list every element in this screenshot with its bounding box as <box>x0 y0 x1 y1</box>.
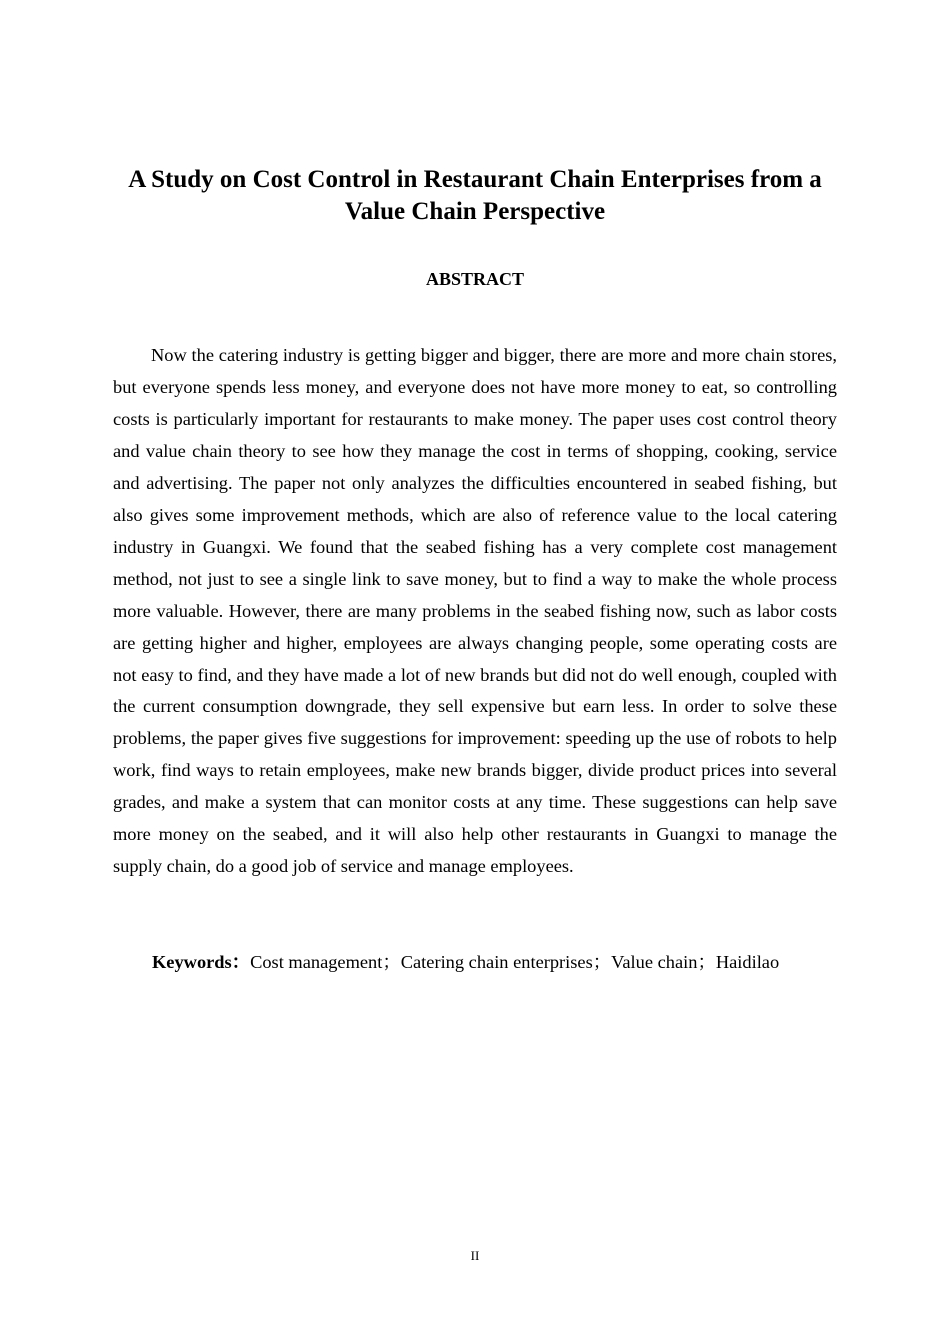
paper-title <box>95 164 855 228</box>
keywords-list: Cost management；Catering chain enterprises；Value chain；Haidilao <box>250 952 780 972</box>
abstract-paragraph: Now the catering industry is getting bigger and bigger, there are more and more chain stores, but everyone spends less money, and everyone does not have more money to eat, so controlling costs is particularly important for restaurants to make money. The paper uses cost control theory and value chain theory to see how they manage the cost in terms of shopping, cooking, service and advertising. The paper not only analyzes the difficulties encountered in seabed fishing, but also gives some improvement methods, which are also of reference value to the local catering industry in Guangxi. We found that the seabed fishing has a very complete cost management method, not just to see a single link to save money, but to find a way to make the whole process more valuable. However, there are many problems in the seabed fishing now, such as labor costs are getting higher and higher, employees are always changing people, some operating costs are not easy to find, and they have made a lot of new brands but did not do well enough, coupled with the current consumption downgrade, they sell expensive but earn less. In order to solve these problems, the paper gives five suggestions for improvement: speeding up the use of robots to help work, find ways to retain employees, make new brands bigger, divide product prices into several grades, and make a system that can monitor costs at any time. These suggestions can help save more money on the seabed, and it will also help other restaurants in Guangxi to manage the supply chain, do a good job of service and manage employees. <box>113 345 837 877</box>
paper-title-line-1: A Study on Cost Control in Restaurant Chain Enterprises from a <box>128 166 822 193</box>
keywords-label: Keywords： <box>152 952 251 972</box>
abstract-heading: ABSTRACT <box>425 269 525 289</box>
page-number: II <box>470 1248 480 1263</box>
paper-title-line-2: Value Chain Perspective <box>344 198 606 225</box>
keywords-line <box>152 946 779 978</box>
